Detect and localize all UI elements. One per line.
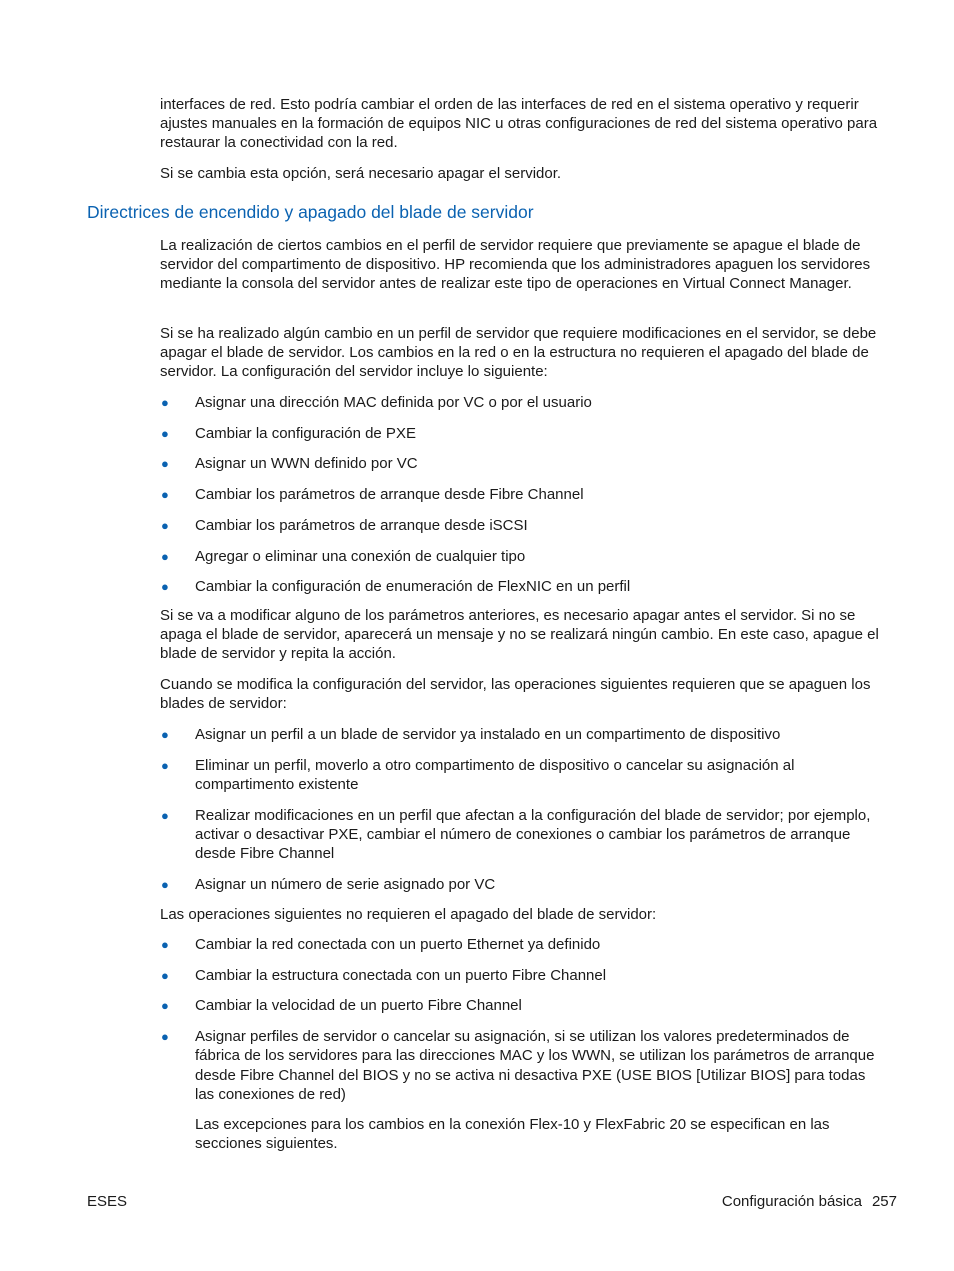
footer-section-title: Configuración básica: [721, 1193, 862, 1210]
list-item: ● Cambiar la estructura conectada con un puerto Fibre Channel: [161, 966, 607, 984]
bullet-icon: ●: [161, 937, 169, 952]
section-paragraph-5: Las operaciones siguientes no requieren el apagado del blade de servidor:: [160, 906, 657, 923]
section-paragraph-4: Cuando se modifica la configuración del servidor, las operaciones siguientes requieren que se apaguen los blades de servidor:: [160, 676, 871, 713]
intro-paragraph-2: Si se cambia esta opción, será necesario apagar el servidor.: [160, 165, 562, 182]
bullet-icon: ●: [161, 487, 169, 503]
bullet-icon: ●: [161, 517, 169, 533]
bullet-icon: ●: [161, 1029, 169, 1045]
list-item: ● Asignar un perfil a un blade de servidor ya instalado en un compartimento de dispositivo: [161, 726, 781, 743]
bullet-icon: ●: [161, 548, 169, 564]
list-item: ● Agregar o eliminar una conexión de cualquier tipo: [161, 547, 526, 565]
bullet-icon: ●: [161, 876, 169, 892]
list-item: ● Cambiar la red conectada con un puerto Ethernet ya definido: [161, 936, 601, 953]
bullet-icon: ●: [161, 395, 169, 410]
list-item: ● Cambiar los parámetros de arranque desde iSCSI: [161, 516, 528, 534]
list-item: ● Asignar un número de serie asignado por VC: [161, 875, 496, 893]
list-item: ● Realizar modificaciones en un perfil que afectan a la configuración del blade de servidor; por ejemplo, activar o desactivar PXE, cambiar el número de conexiones o cambiar los parámetros de arranque desde Fibre Channel: [161, 806, 871, 863]
list-item: ● Cambiar los parámetros de arranque desde Fibre Channel: [161, 486, 584, 504]
bullet-icon: ●: [161, 757, 169, 773]
page-number: 257: [871, 1193, 897, 1210]
section-paragraph-1: La realización de ciertos cambios en el perfil de servidor requiere que previamente se apague el blade de servidor del compartimento de dispositivo. HP recomienda que los administradores apaguen los servidores mediante la consola del servidor antes de realizar este tipo de operaciones en Virtual Connect Manager.: [160, 237, 871, 293]
no-poweroff-list: [160, 935, 885, 1115]
footer-locale: ESES: [87, 1193, 128, 1210]
bullet-icon: ●: [161, 967, 169, 983]
section-heading: Directrices de encendido y apagado del blade de servidor: [87, 202, 534, 222]
bullet-icon: ●: [161, 579, 169, 595]
list-item: ● Eliminar un perfil, moverlo a otro compartimento de dispositivo o cancelar su asignación al compartimento existente: [161, 756, 795, 793]
list-item: ● Cambiar la velocidad de un puerto Fibre Channel: [161, 997, 522, 1015]
footer-page-info: [722, 1192, 897, 1211]
list-item: ● Cambiar la configuración de PXE: [161, 424, 416, 442]
section-paragraph-3: Si se va a modificar alguno de los parámetros anteriores, es necesario apagar antes el servidor. Si no se apaga el blade de servidor, aparecerá un mensaje y no se realizará ningún cambio. En este caso, apague el blade de servidor y repita la acción.: [160, 607, 879, 663]
list-item: ● Asignar perfiles de servidor o cancelar su asignación, si se utilizan los valores predeterminados de fábrica de los servidores para las direcciones MAC y los WWN, se utilizan los parámetros de arranque desde Fibre Channel del BIOS y no se activa ni desactiva PXE (USE BIOS [Utilizar BIOS] para todas las conexiones de red): [161, 1028, 875, 1103]
list-item: ● Cambiar la configuración de enumeración de FlexNIC en un perfil: [161, 578, 631, 596]
bullet-icon: ●: [161, 807, 169, 823]
bullet-icon: ●: [161, 425, 169, 441]
bullet-icon: ●: [161, 456, 169, 472]
config-list: [160, 393, 885, 608]
list-item: ● Asignar una dirección MAC definida por VC o por el usuario: [161, 394, 592, 411]
poweroff-required-list: [160, 725, 885, 905]
bullet-icon: ●: [161, 998, 169, 1014]
section-paragraph-2: Si se ha realizado algún cambio en un perfil de servidor que requiere modificaciones en el servidor, se debe apagar el blade de servidor. Los cambios en la red o en la estructura no requieren el apagado del blade de servidor. La configuración del servidor incluye lo siguiente:: [160, 325, 877, 381]
bullet-icon: ●: [161, 727, 169, 742]
list-item: ● Asignar un WWN definido por VC: [161, 455, 418, 473]
intro-paragraph-1: interfaces de red. Esto podría cambiar el orden de las interfaces de red en el sistema operativo y requerir ajustes manuales en la formación de equipos NIC u otras configuraciones de red del sistema operativo para restaurar la conectividad con la red.: [160, 96, 878, 152]
exceptions-note: Las excepciones para los cambios en la conexión Flex-10 y FlexFabric 20 se especifican en las secciones siguientes.: [195, 1116, 830, 1153]
